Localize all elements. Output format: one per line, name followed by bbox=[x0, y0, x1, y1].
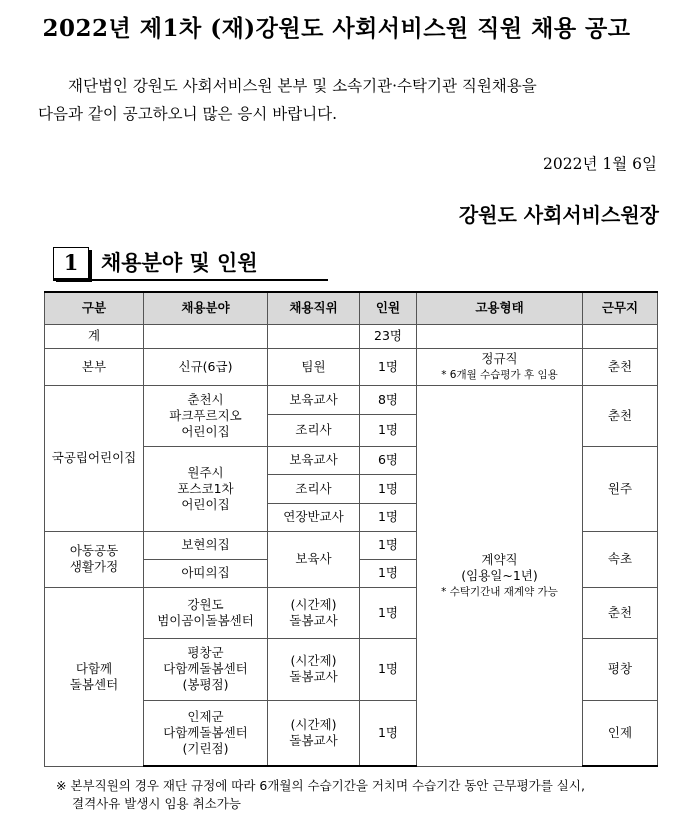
count-cell: 1명 bbox=[360, 587, 417, 638]
chuncheon-field: 춘천시 파크푸르지오 어린이집 bbox=[144, 385, 268, 446]
header-category: 구분 bbox=[45, 292, 144, 324]
hq-field: 신규(6급) bbox=[144, 348, 268, 385]
care-group: 다함께 돌봄센터 bbox=[45, 587, 144, 766]
count-cell: 8명 bbox=[360, 385, 417, 414]
intro-paragraph bbox=[38, 72, 658, 128]
footnote-line-1: ※ 본부직원의 경우 재단 규정에 따라 6개월의 수습기간을 거치며 수습기간 동안 근무평가를 실시, bbox=[56, 778, 585, 793]
position-cell: 연장반교사 bbox=[268, 503, 360, 531]
intro-line-1: 재단법인 강원도 사회서비스원 본부 및 소속기관·수탁기관 직원채용을 bbox=[68, 77, 537, 95]
total-label: 계 bbox=[45, 324, 144, 348]
contract-employment-type bbox=[417, 385, 583, 766]
hq-count: 1명 bbox=[360, 348, 417, 385]
organization-name: 강원도 사회서비스원장 bbox=[458, 203, 659, 227]
position-cell: (시간제) 돌봄교사 bbox=[268, 700, 360, 766]
count-cell: 1명 bbox=[360, 559, 417, 587]
hq-position: 팀원 bbox=[268, 348, 360, 385]
field-cell: 아띠의집 bbox=[144, 559, 268, 587]
count-cell: 1명 bbox=[360, 531, 417, 559]
location-cell: 춘천 bbox=[583, 587, 658, 638]
child-location: 속초 bbox=[583, 531, 658, 587]
child-position: 보육사 bbox=[268, 531, 360, 587]
field-cell: 평창군 다함께돌봄센터 (봉평점) bbox=[144, 638, 268, 700]
position-cell: 보육교사 bbox=[268, 446, 360, 474]
header-field: 채용분야 bbox=[144, 292, 268, 324]
footnote-line-2: 결격사유 발생시 임용 취소가능 bbox=[72, 796, 241, 811]
section-heading bbox=[53, 247, 328, 281]
table-row-total bbox=[45, 324, 658, 348]
national-group: 국공립어린이집 bbox=[45, 385, 144, 531]
count-cell: 1명 bbox=[360, 474, 417, 503]
contract-line-2: (임용일~1년) bbox=[461, 567, 538, 583]
table-row bbox=[45, 385, 658, 414]
hq-emp-type: 정규직 bbox=[481, 350, 518, 366]
location-cell: 평창 bbox=[583, 638, 658, 700]
contract-note: * 수탁기간내 재계약 가능 bbox=[441, 585, 558, 598]
header-employment-type: 고용형태 bbox=[417, 292, 583, 324]
page-title: 2022년 제1차 (재)강원도 사회서비스원 직원 채용 공고 bbox=[42, 15, 631, 42]
field-cell: 인제군 다함께돌봄센터 (기린점) bbox=[144, 700, 268, 766]
contract-line-1: 계약직 bbox=[481, 551, 518, 567]
wonju-field: 원주시 포스코1차 어린이집 bbox=[144, 446, 268, 531]
header-position: 채용직위 bbox=[268, 292, 360, 324]
count-cell: 1명 bbox=[360, 638, 417, 700]
position-cell: 조리사 bbox=[268, 474, 360, 503]
location-cell: 인제 bbox=[583, 700, 658, 766]
hq-employment-type bbox=[417, 348, 583, 385]
position-cell: 보육교사 bbox=[268, 385, 360, 414]
total-count: 23명 bbox=[360, 324, 417, 348]
field-cell: 강원도 범이곰이돌봄센터 bbox=[144, 587, 268, 638]
table-header-row bbox=[45, 292, 658, 324]
count-cell: 6명 bbox=[360, 446, 417, 474]
section-number: 1 bbox=[53, 247, 89, 279]
wonju-location: 원주 bbox=[583, 446, 658, 531]
position-cell: 조리사 bbox=[268, 414, 360, 446]
intro-line-2: 다음과 같이 공고하오니 많은 응시 바랍니다. bbox=[38, 105, 338, 123]
hq-location: 춘천 bbox=[583, 348, 658, 385]
announcement-date: 2022년 1월 6일 bbox=[543, 155, 657, 173]
section-title: 채용분야 및 인원 bbox=[101, 251, 258, 275]
recruitment-table bbox=[44, 291, 658, 767]
header-location: 근무지 bbox=[583, 292, 658, 324]
table-row-hq bbox=[45, 348, 658, 385]
field-cell: 보현의집 bbox=[144, 531, 268, 559]
count-cell: 1명 bbox=[360, 700, 417, 766]
position-cell: (시간제) 돌봄교사 bbox=[268, 587, 360, 638]
child-group: 아동공동 생활가정 bbox=[45, 531, 144, 587]
position-cell: (시간제) 돌봄교사 bbox=[268, 638, 360, 700]
chuncheon-location: 춘천 bbox=[583, 385, 658, 446]
hq-emp-note: * 6개월 수습평가 후 임용 bbox=[441, 368, 558, 381]
footnote bbox=[56, 777, 656, 813]
hq-group: 본부 bbox=[45, 348, 144, 385]
count-cell: 1명 bbox=[360, 503, 417, 531]
count-cell: 1명 bbox=[360, 414, 417, 446]
header-count: 인원 bbox=[360, 292, 417, 324]
